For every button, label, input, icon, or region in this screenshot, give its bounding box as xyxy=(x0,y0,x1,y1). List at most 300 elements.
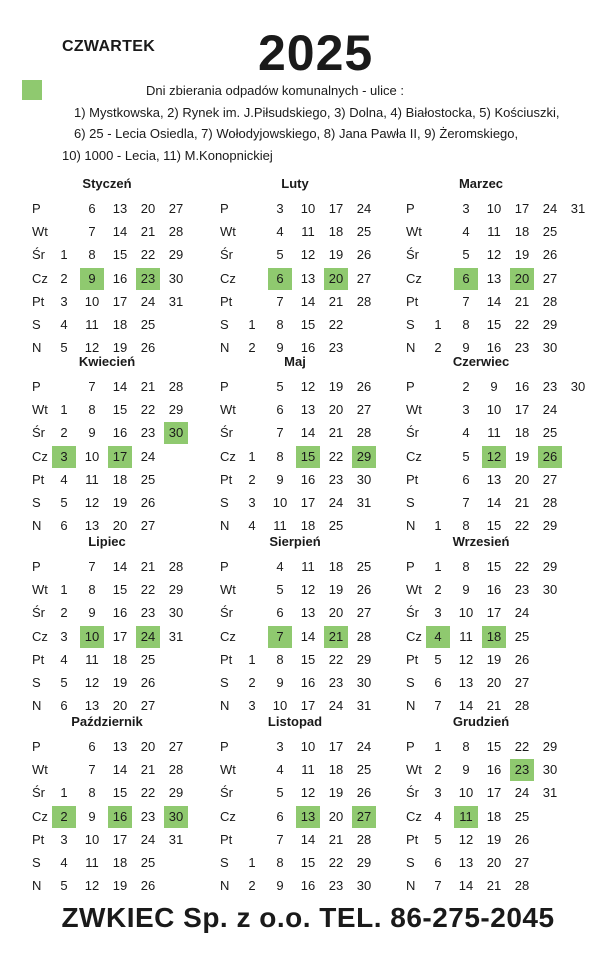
day-cell: 7 xyxy=(434,698,442,714)
day-cell: 24 xyxy=(328,495,344,510)
day-cell: 9 xyxy=(276,675,284,690)
week-row xyxy=(32,422,232,444)
day-of-week-label: Śr xyxy=(406,605,419,621)
day-cell: 24 xyxy=(542,402,558,418)
day-cell xyxy=(240,556,264,578)
day-cell: 26 xyxy=(140,495,156,510)
footer-contact: ZWKIEC Sp. z o.o. TEL. 86-275-2045 xyxy=(61,902,555,933)
day-of-week-label: N xyxy=(406,340,416,356)
day-cell: 25 xyxy=(356,559,372,574)
day-cell: 5 xyxy=(60,675,68,690)
day-cell: 9 xyxy=(462,762,470,778)
day-cell: 25 xyxy=(514,808,530,824)
month-8 xyxy=(220,534,419,714)
day-cell: 17 xyxy=(486,785,502,801)
month-1 xyxy=(32,176,228,356)
day-cell: 18 xyxy=(112,651,128,667)
day-cell: 21 xyxy=(514,495,530,510)
week-row xyxy=(32,244,232,266)
day-cell: 4 xyxy=(462,224,470,240)
day-of-week-label: S xyxy=(32,495,41,510)
day-cell: 12 xyxy=(84,340,100,356)
day-cell: 8 xyxy=(462,559,470,574)
day-cell: 8 xyxy=(88,785,96,801)
week-row xyxy=(220,782,420,804)
day-cell xyxy=(240,829,264,851)
day-of-week-label: S xyxy=(406,317,415,332)
day-of-week-label: Pt xyxy=(220,471,233,487)
day-cell xyxy=(426,291,450,313)
day-cell: 30 xyxy=(542,340,558,356)
day-cell: 8 xyxy=(276,651,284,667)
day-cell: 21 xyxy=(140,224,156,240)
day-cell: 14 xyxy=(300,425,316,441)
day-of-week-label: P xyxy=(32,201,41,216)
month-name: Marzec xyxy=(458,176,504,191)
day-cell: 8 xyxy=(462,317,470,332)
day-cell: 1 xyxy=(434,317,442,332)
day-of-week-label: Wt xyxy=(32,582,48,598)
day-cell: 26 xyxy=(514,651,530,667)
day-cell: 10 xyxy=(300,739,316,754)
week-row xyxy=(220,469,420,491)
day-cell: 21 xyxy=(486,698,502,714)
day-of-week-label: S xyxy=(32,317,41,332)
day-cell: 1 xyxy=(248,448,256,464)
day-cell: 31 xyxy=(356,698,372,714)
week-row xyxy=(220,422,420,444)
day-cell: 5 xyxy=(434,831,442,847)
day-cell: 24 xyxy=(140,293,156,309)
day-of-week-label: S xyxy=(220,675,229,690)
day-cell: 15 xyxy=(112,402,128,418)
day-cell: 10 xyxy=(272,698,288,714)
day-cell: 26 xyxy=(542,247,558,263)
day-cell: 15 xyxy=(112,247,128,263)
collection-day-cell: 30 xyxy=(164,422,188,444)
day-cell: 5 xyxy=(462,448,470,464)
month-name: Sierpień xyxy=(269,534,321,549)
legend-text: Dni zbierania odpadów komunalnych - ulice : xyxy=(146,83,404,98)
day-cell xyxy=(240,806,264,828)
week-row xyxy=(32,602,232,624)
day-cell: 31 xyxy=(570,201,586,216)
day-cell: 23 xyxy=(328,878,344,894)
day-cell: 15 xyxy=(486,317,502,332)
day-cell: 9 xyxy=(276,878,284,894)
day-cell: 9 xyxy=(88,808,96,824)
day-of-week-label: P xyxy=(406,559,415,574)
day-cell: 1 xyxy=(60,402,68,418)
day-cell: 29 xyxy=(168,582,184,598)
day-cell xyxy=(52,736,76,758)
day-cell: 20 xyxy=(140,739,156,754)
day-cell: 11 xyxy=(459,628,473,644)
day-cell: 29 xyxy=(168,402,184,418)
day-cell: 21 xyxy=(328,293,344,309)
day-cell xyxy=(240,198,264,220)
day-of-week-label: Pt xyxy=(220,293,233,309)
day-cell: 21 xyxy=(140,762,156,778)
day-cell: 3 xyxy=(248,698,256,714)
day-cell: 17 xyxy=(112,831,128,847)
day-cell: 18 xyxy=(112,317,128,332)
day-of-week-label: Śr xyxy=(32,785,45,801)
day-cell: 30 xyxy=(356,471,372,487)
week-row xyxy=(220,556,420,578)
day-of-week-label: N xyxy=(220,698,230,714)
day-cell xyxy=(426,422,450,444)
day-of-week-label: N xyxy=(220,340,230,356)
day-cell: 6 xyxy=(462,471,470,487)
day-cell xyxy=(566,399,590,421)
day-of-week-label: Wt xyxy=(220,224,236,240)
day-cell: 22 xyxy=(140,582,156,598)
day-cell: 8 xyxy=(88,582,96,598)
day-cell xyxy=(164,446,188,468)
day-cell xyxy=(566,314,590,336)
day-cell: 24 xyxy=(542,201,558,216)
week-row xyxy=(32,446,232,468)
day-of-week-label: Wt xyxy=(406,762,422,778)
day-cell: 26 xyxy=(356,785,372,801)
day-cell: 6 xyxy=(434,675,442,690)
day-cell: 21 xyxy=(328,831,344,847)
day-cell: 29 xyxy=(542,739,558,754)
day-cell: 6 xyxy=(60,518,68,534)
week-row xyxy=(32,198,232,220)
day-of-week-label: Wt xyxy=(32,402,48,418)
day-cell: 25 xyxy=(356,224,372,240)
day-of-week-label: P xyxy=(32,739,41,754)
day-of-week-label: Pt xyxy=(406,651,419,667)
day-cell: 3 xyxy=(60,628,68,644)
day-cell: 12 xyxy=(300,379,316,394)
day-cell: 12 xyxy=(458,651,474,667)
day-cell: 12 xyxy=(486,247,502,263)
day-cell: 28 xyxy=(514,878,530,894)
day-cell: 1 xyxy=(60,247,68,263)
day-cell: 20 xyxy=(328,808,344,824)
week-row xyxy=(32,829,232,851)
day-cell: 28 xyxy=(514,698,530,714)
day-cell: 5 xyxy=(276,379,284,394)
day-cell: 4 xyxy=(434,808,442,824)
collection-day-cell: 15 xyxy=(296,446,320,468)
day-cell: 2 xyxy=(60,425,68,441)
day-cell: 2 xyxy=(60,605,68,621)
day-of-week-label: Wt xyxy=(406,224,422,240)
day-cell: 22 xyxy=(328,317,344,332)
week-row xyxy=(220,649,420,671)
day-of-week-label: N xyxy=(32,518,42,534)
day-of-week-label: Wt xyxy=(220,582,236,598)
day-of-week-label: N xyxy=(32,878,42,894)
collection-day-cell: 3 xyxy=(52,446,76,468)
day-of-week-label: N xyxy=(220,878,230,894)
day-cell xyxy=(426,446,450,468)
week-row xyxy=(32,649,232,671)
week-row xyxy=(406,602,606,624)
day-cell: 28 xyxy=(356,293,372,309)
day-cell xyxy=(538,649,562,671)
day-cell xyxy=(538,602,562,624)
day-cell: 23 xyxy=(328,471,344,487)
day-cell: 29 xyxy=(542,559,558,574)
day-cell: 12 xyxy=(84,878,100,894)
collection-day-cell: 23 xyxy=(136,268,160,290)
day-cell: 19 xyxy=(328,379,344,394)
week-row xyxy=(406,626,606,648)
day-cell: 23 xyxy=(140,605,156,621)
day-cell xyxy=(566,492,590,514)
day-of-week-label: Pt xyxy=(32,651,45,667)
day-cell: 1 xyxy=(434,518,442,534)
day-cell: 18 xyxy=(486,808,502,824)
week-row xyxy=(220,314,420,336)
day-cell: 22 xyxy=(140,785,156,801)
day-cell: 8 xyxy=(276,448,284,464)
day-cell xyxy=(426,399,450,421)
day-of-week-label: Pt xyxy=(220,651,233,667)
day-cell: 16 xyxy=(486,762,502,778)
day-cell: 2 xyxy=(434,340,442,356)
day-cell: 9 xyxy=(88,425,96,441)
day-cell: 15 xyxy=(300,855,316,870)
day-cell: 25 xyxy=(542,425,558,441)
week-row xyxy=(32,806,232,828)
day-cell: 10 xyxy=(84,831,100,847)
week-row xyxy=(220,492,420,514)
day-of-week-label: Śr xyxy=(220,247,233,263)
week-row xyxy=(32,556,232,578)
day-cell: 2 xyxy=(434,762,442,778)
day-cell: 29 xyxy=(168,785,184,801)
day-cell: 10 xyxy=(458,785,474,801)
day-cell: 28 xyxy=(542,293,558,309)
day-cell: 12 xyxy=(84,495,100,510)
day-cell: 4 xyxy=(60,651,68,667)
day-cell: 28 xyxy=(168,559,184,574)
day-cell xyxy=(538,852,562,874)
day-cell: 25 xyxy=(140,855,156,870)
day-cell: 7 xyxy=(462,293,470,309)
day-of-week-label: Cz xyxy=(32,270,48,286)
month-name: Lipiec xyxy=(88,534,126,549)
day-cell: 18 xyxy=(328,224,344,240)
day-cell: 14 xyxy=(112,224,128,240)
day-cell: 11 xyxy=(85,651,99,667)
day-cell: 17 xyxy=(328,201,344,216)
week-row xyxy=(32,579,232,601)
day-cell xyxy=(52,221,76,243)
day-cell: 27 xyxy=(514,855,530,870)
week-row xyxy=(220,602,420,624)
day-cell: 8 xyxy=(276,317,284,332)
day-cell: 3 xyxy=(276,201,284,216)
day-cell: 26 xyxy=(514,831,530,847)
day-cell: 19 xyxy=(328,582,344,598)
day-of-week-label: P xyxy=(406,739,415,754)
week-row xyxy=(220,198,420,220)
day-cell: 28 xyxy=(356,628,372,644)
day-cell: 4 xyxy=(60,855,68,870)
day-cell: 25 xyxy=(328,518,344,534)
day-cell: 12 xyxy=(458,831,474,847)
day-cell: 15 xyxy=(486,559,502,574)
day-cell: 15 xyxy=(486,739,502,754)
week-row xyxy=(32,875,232,897)
day-cell xyxy=(52,376,76,398)
day-cell: 27 xyxy=(356,605,372,621)
day-cell: 19 xyxy=(514,247,530,263)
day-of-week-label: Wt xyxy=(406,402,422,418)
day-cell: 20 xyxy=(486,675,502,690)
day-of-week-label: Cz xyxy=(406,270,422,286)
collection-day-cell: 6 xyxy=(268,268,292,290)
day-cell: 22 xyxy=(140,247,156,263)
week-row xyxy=(32,626,232,648)
day-cell: 16 xyxy=(486,340,502,356)
day-cell: 8 xyxy=(88,402,96,418)
day-cell: 14 xyxy=(486,293,502,309)
day-cell: 24 xyxy=(514,605,530,621)
day-cell: 5 xyxy=(60,878,68,894)
day-cell: 9 xyxy=(490,379,498,394)
day-cell xyxy=(426,492,450,514)
day-cell: 14 xyxy=(300,628,316,644)
week-row xyxy=(406,556,606,578)
collection-day-cell: 4 xyxy=(426,626,450,648)
day-of-week-label: Pt xyxy=(220,831,233,847)
day-cell xyxy=(426,244,450,266)
day-cell: 10 xyxy=(84,448,100,464)
day-cell: 22 xyxy=(328,855,344,870)
week-row xyxy=(406,579,606,601)
day-of-week-label: Cz xyxy=(406,808,422,824)
day-cell: 17 xyxy=(112,628,128,644)
day-cell: 22 xyxy=(514,518,530,534)
day-of-week-label: P xyxy=(406,379,415,394)
day-cell xyxy=(566,221,590,243)
day-of-week-label: Wt xyxy=(220,762,236,778)
day-cell: 27 xyxy=(140,518,156,534)
day-cell xyxy=(538,672,562,694)
day-of-week-label: N xyxy=(32,340,42,356)
day-cell: 16 xyxy=(300,471,316,487)
day-of-week-label: Cz xyxy=(406,448,422,464)
day-cell: 2 xyxy=(248,675,256,690)
day-cell: 15 xyxy=(112,785,128,801)
week-row xyxy=(32,268,232,290)
day-cell: 29 xyxy=(542,317,558,332)
day-cell xyxy=(240,422,264,444)
collection-day-cell: 27 xyxy=(352,806,376,828)
day-cell xyxy=(164,314,188,336)
week-row xyxy=(406,291,606,313)
day-cell: 21 xyxy=(140,379,156,394)
day-cell: 13 xyxy=(300,402,316,418)
day-cell: 9 xyxy=(276,340,284,356)
day-cell: 3 xyxy=(462,402,470,418)
day-cell: 15 xyxy=(486,518,502,534)
day-of-week-label: S xyxy=(406,495,415,510)
day-cell: 22 xyxy=(328,651,344,667)
day-cell: 2 xyxy=(248,878,256,894)
month-9 xyxy=(406,534,602,714)
day-cell: 31 xyxy=(168,293,184,309)
day-cell: 19 xyxy=(486,651,502,667)
day-cell: 20 xyxy=(140,201,156,216)
day-cell: 7 xyxy=(88,224,96,240)
month-11 xyxy=(220,714,419,894)
day-cell: 6 xyxy=(60,698,68,714)
day-cell xyxy=(240,399,264,421)
day-of-week-label: N xyxy=(406,518,416,534)
day-of-week-label: Pt xyxy=(32,293,45,309)
day-cell: 14 xyxy=(112,379,128,394)
month-name: Grudzień xyxy=(452,714,510,729)
day-cell: 21 xyxy=(328,425,344,441)
day-cell xyxy=(426,221,450,243)
day-cell: 4 xyxy=(60,471,68,487)
collection-day-cell: 20 xyxy=(510,268,534,290)
day-cell: 8 xyxy=(462,518,470,534)
day-cell: 14 xyxy=(112,559,128,574)
day-cell: 6 xyxy=(88,201,96,216)
day-cell: 14 xyxy=(458,698,474,714)
day-cell: 10 xyxy=(486,201,502,216)
day-cell: 1 xyxy=(248,855,256,870)
day-cell: 28 xyxy=(168,379,184,394)
week-row xyxy=(220,221,420,243)
month-name: Styczeń xyxy=(82,176,132,191)
week-row xyxy=(32,314,232,336)
month-name: Kwiecień xyxy=(78,354,136,369)
day-cell: 26 xyxy=(140,675,156,690)
day-cell: 30 xyxy=(168,270,184,286)
day-cell xyxy=(164,469,188,491)
day-cell: 13 xyxy=(112,201,128,216)
week-row xyxy=(406,829,606,851)
week-row xyxy=(220,672,420,694)
week-row xyxy=(32,672,232,694)
day-cell: 22 xyxy=(514,559,530,574)
day-cell: 13 xyxy=(112,739,128,754)
day-of-week-label: Śr xyxy=(220,605,233,621)
day-cell: 30 xyxy=(542,582,558,598)
legend-swatch xyxy=(22,80,42,100)
day-cell: 7 xyxy=(276,293,284,309)
day-cell: 10 xyxy=(458,605,474,621)
day-cell: 24 xyxy=(356,201,372,216)
day-cell: 16 xyxy=(300,340,316,356)
month-name: Październik xyxy=(71,714,143,729)
week-row xyxy=(406,446,606,468)
day-cell: 27 xyxy=(356,270,372,286)
day-cell: 25 xyxy=(140,317,156,332)
day-cell: 27 xyxy=(514,675,530,690)
collection-day-cell: 10 xyxy=(80,626,104,648)
day-of-week-label: Pt xyxy=(32,831,45,847)
day-of-week-label: Śr xyxy=(220,785,233,801)
day-of-week-label: Pt xyxy=(406,293,419,309)
day-cell: 10 xyxy=(84,293,100,309)
week-row xyxy=(220,759,420,781)
day-cell: 24 xyxy=(140,448,156,464)
day-cell: 21 xyxy=(486,878,502,894)
day-cell: 25 xyxy=(542,224,558,240)
